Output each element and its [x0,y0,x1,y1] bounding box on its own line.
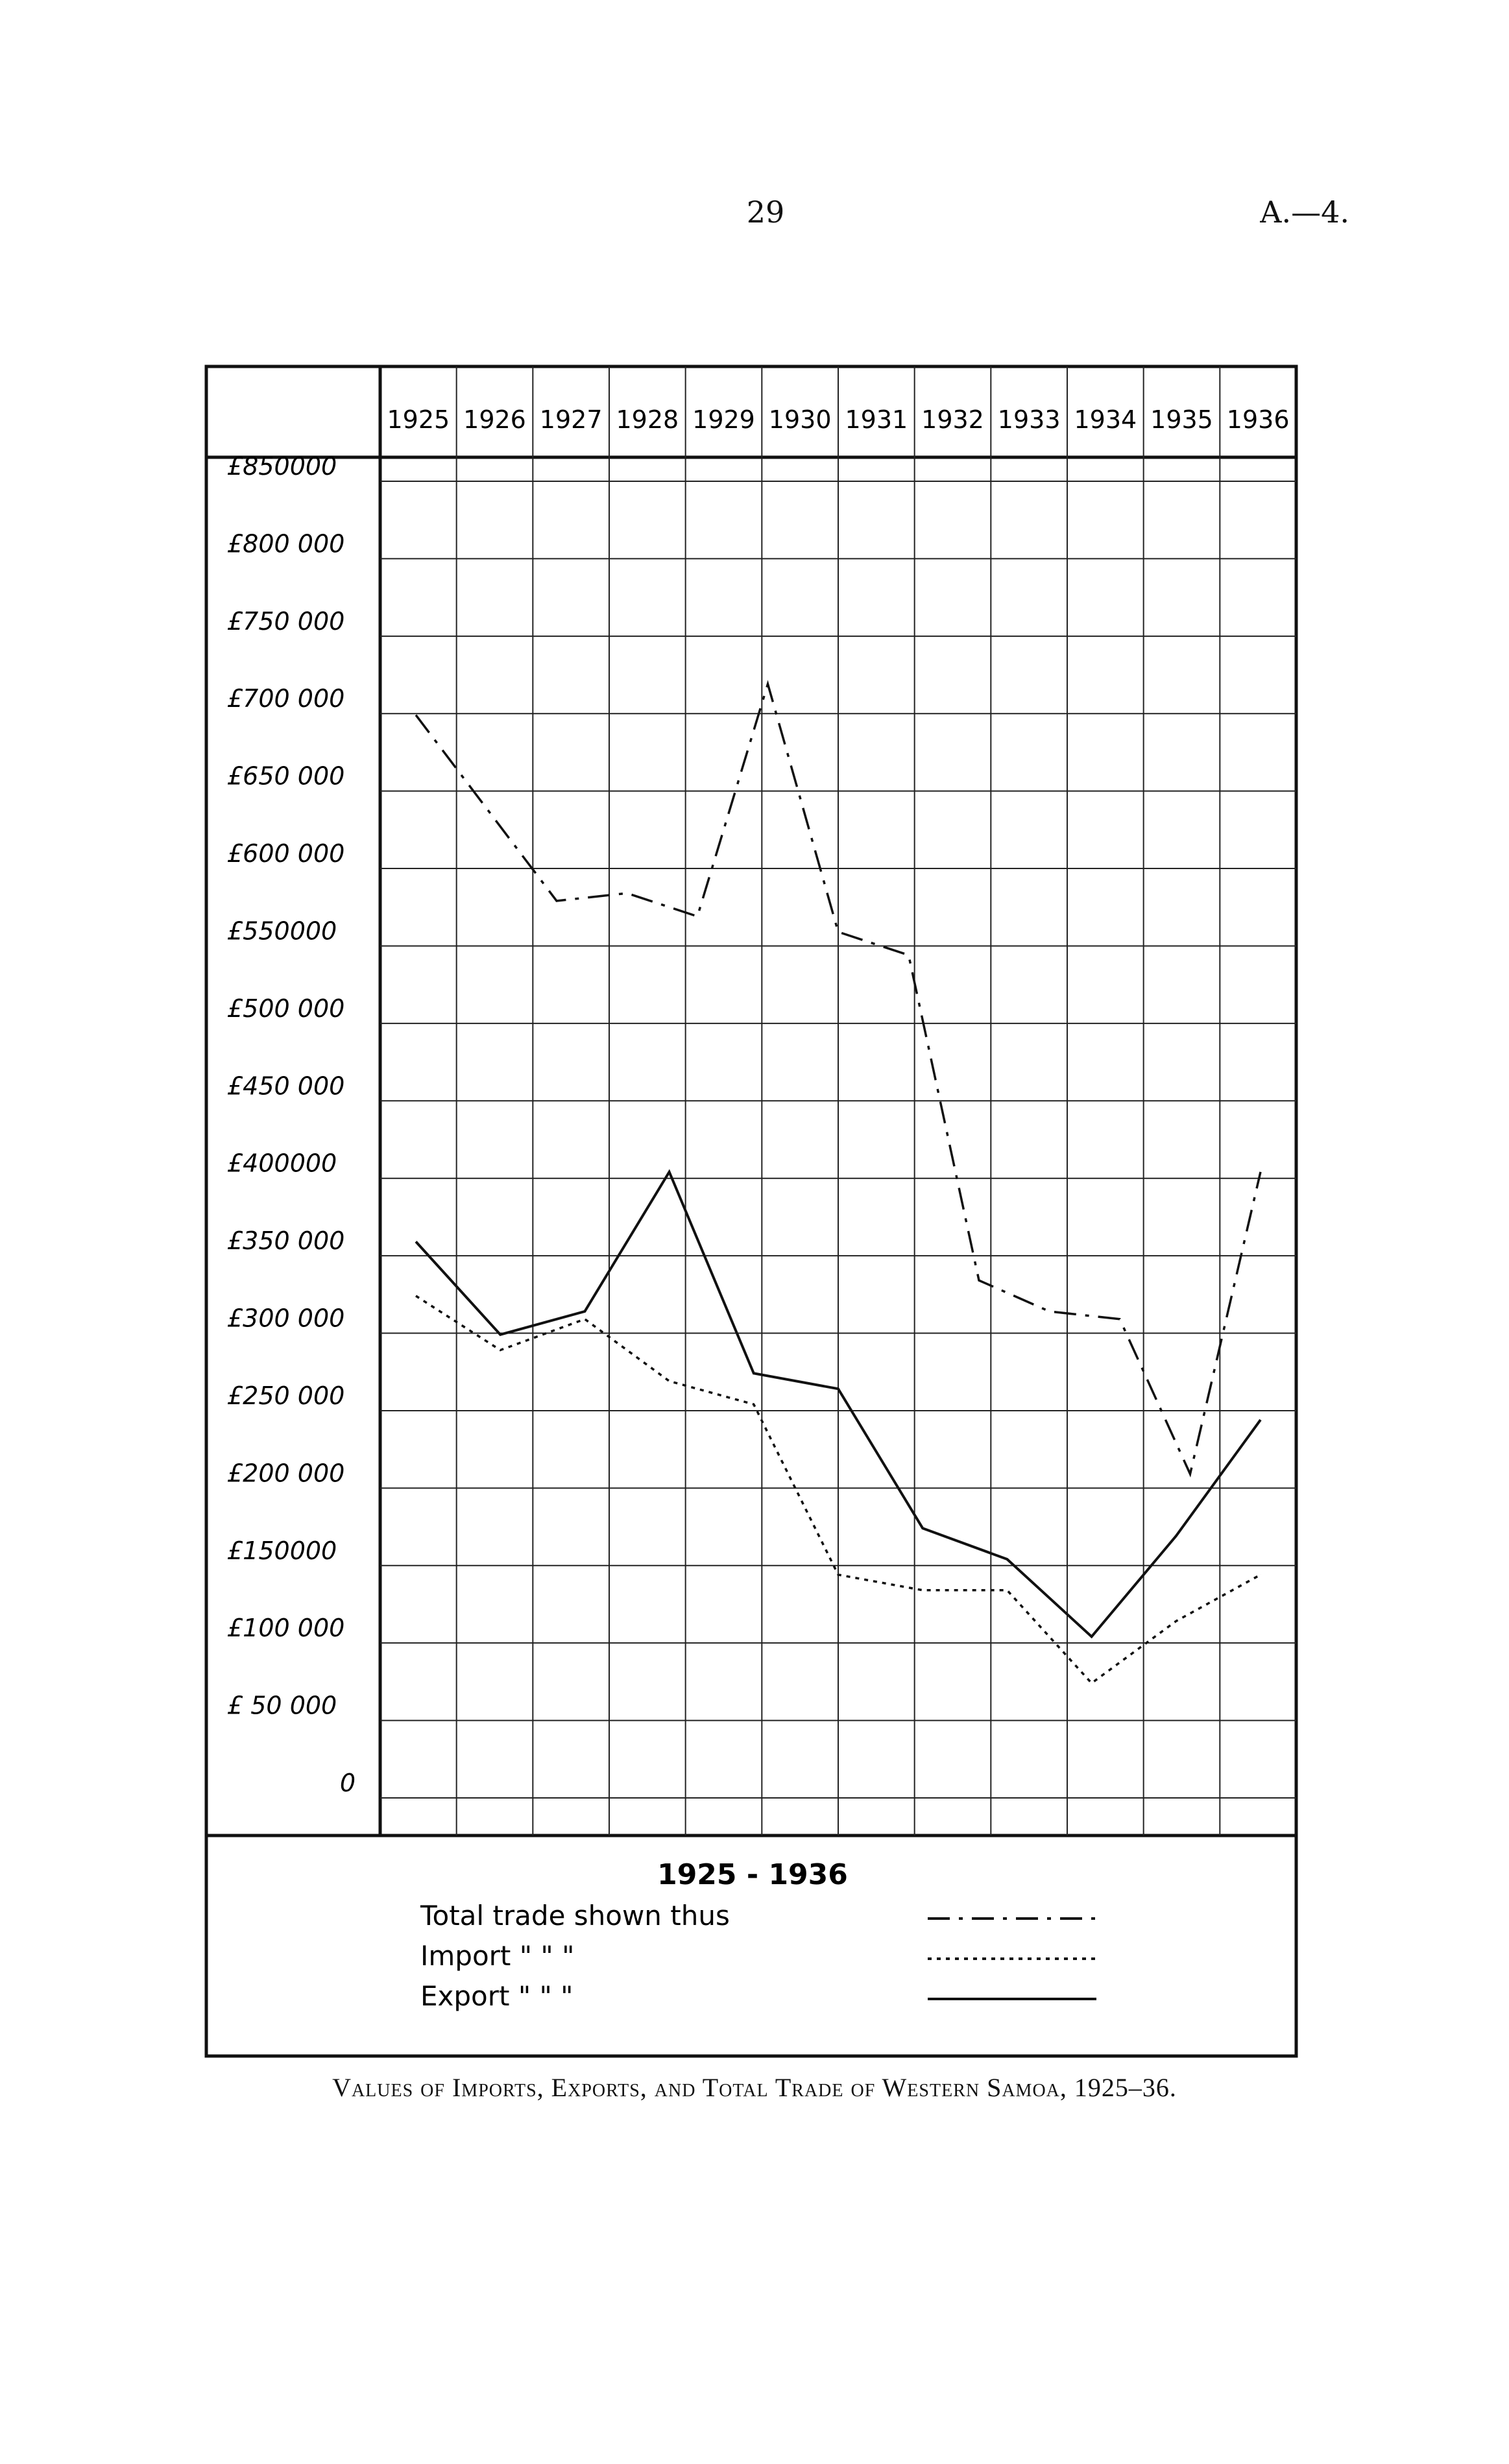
year-label: 1926 [463,405,526,434]
document-reference: A.—4. [1260,195,1349,230]
y-tick-label: 0 [339,1769,356,1797]
figure-caption: Values of Imports, Exports, and Total Trade of Western Samoa, 1925–36. [332,2073,1177,2102]
y-tick-label: £700 000 [227,684,345,713]
y-tick-label: £500 000 [227,994,345,1023]
legend-label-import: Import " " " [420,1940,575,1972]
y-tick-label: £200 000 [227,1459,345,1488]
year-label: 1932 [921,405,984,434]
year-label: 1933 [997,405,1061,434]
y-tick-label: £300 000 [227,1304,345,1333]
y-tick-label: £350 000 [227,1226,345,1256]
chart-frame [206,366,1296,2056]
y-tick-label: £150000 [227,1536,337,1565]
legend-title: 1925 - 1936 [657,1858,848,1891]
chart-grid [380,366,1296,1836]
legend [420,1858,1096,2012]
y-tick-label: £100 000 [227,1614,345,1643]
year-label: 1927 [539,405,603,434]
y-tick-label: £650 000 [227,761,345,791]
year-label: 1935 [1150,405,1213,434]
page-number: 29 [746,195,785,230]
year-label: 1934 [1074,405,1137,434]
year-label: 1936 [1226,405,1290,434]
year-label: 1929 [692,405,755,434]
year-label: 1931 [845,405,908,434]
y-tick-label: £ 50 000 [227,1691,337,1720]
outer-frame [206,366,1296,2056]
value-labels [227,452,356,1797]
y-tick-label: £850000 [227,452,337,481]
y-tick-label: £450 000 [227,1071,345,1101]
y-tick-label: £750 000 [227,606,345,636]
legend-label-total: Total trade shown thus [420,1900,730,1932]
y-tick-label: £250 000 [227,1381,345,1410]
year-label: 1925 [387,405,450,434]
y-tick-label: £600 000 [227,839,345,868]
year-label: 1930 [768,405,832,434]
y-tick-label: £550000 [227,916,337,946]
y-tick-label: £800 000 [227,529,345,558]
y-tick-label: £400000 [227,1149,337,1178]
year-label: 1928 [616,405,679,434]
legend-label-export: Export " " " [420,1980,573,2012]
